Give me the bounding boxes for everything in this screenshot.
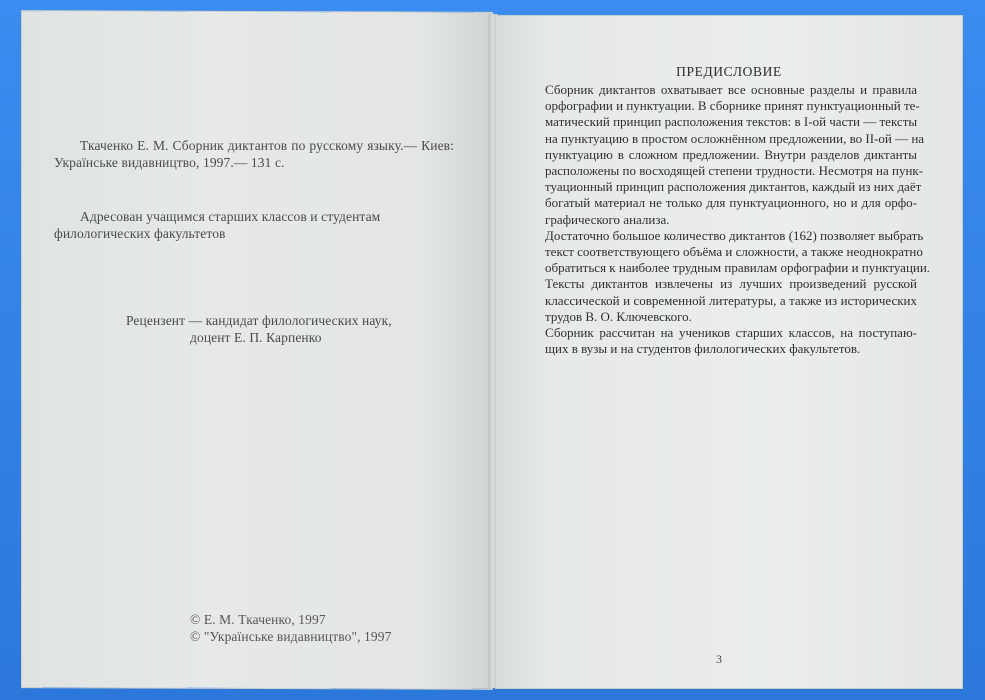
- preface-line: классической и современной литературы, а также из исторических: [545, 292, 917, 308]
- preface-line: текст соответствующего объёма и сложности, а также неоднократно: [545, 244, 923, 260]
- reviewer-line-2: доцент Е. П. Карпенко: [190, 330, 322, 345]
- preface-line: матический принцип расположения текстов: в I-ой части — тексты: [545, 114, 918, 130]
- copyright-line-1: © Е. М. Ткаченко, 1997: [190, 612, 326, 627]
- preface-body: [527, 82, 931, 357]
- bibliographic-text: Ткаченко Е. М. Сборник диктантов по русскому языку.— Киев: Українське видавництво, 1997.— 131 с.: [54, 138, 454, 170]
- page-number: 3: [716, 652, 722, 666]
- audience-note: [54, 208, 474, 242]
- preface-line: щих в вузы и на студентов филологических факультетов.: [545, 341, 861, 357]
- left-page: [22, 11, 492, 689]
- preface-line: пунктуацию в сложном предложении. Внутри разделов диктанты: [545, 146, 917, 162]
- preface-line: трудов В. О. Ключевского.: [545, 308, 692, 324]
- preface-line: орфографии и пунктуации. В сборнике принят пунктуационный те-: [545, 98, 920, 114]
- audience-text: Адресован учащимся старших классов и студентам филологических факультетов: [54, 209, 381, 241]
- preface-paragraph: [527, 325, 917, 357]
- preface-line: обратиться к наиболее трудным правилам орфографии и пунктуации.: [545, 260, 931, 276]
- reviewer-line-1: Рецензент — кандидат филологических наук,: [126, 313, 392, 328]
- preface-line: туационный принцип расположения диктантов, каждый из них даёт: [545, 179, 922, 195]
- preface-paragraph: [527, 276, 917, 325]
- reviewer-block: [126, 312, 446, 346]
- preface-line: графического анализа.: [545, 211, 670, 227]
- preface-line: Сборник рассчитан на учеников старших классов, на поступаю-: [545, 325, 917, 341]
- preface-line: Тексты диктантов извлечены из лучших произведений русской: [545, 276, 917, 292]
- bibliographic-record: [54, 137, 454, 171]
- preface-line: Сборник диктантов охватывает все основные разделы и правила: [545, 82, 917, 97]
- preface-paragraph: [527, 82, 925, 228]
- preface-line: Достаточно большое количество диктантов (162) позволяет выбрать: [545, 227, 924, 243]
- preface-line: на пунктуацию в простом осложнённом предложении, во II-ой — на: [545, 130, 925, 146]
- copyright-line-2: © "Українське видавництво", 1997: [190, 629, 392, 644]
- preface-heading: ПРЕДИСЛОВИЕ: [676, 64, 782, 79]
- preface-line: расположены по восходящей степени трудности. Несмотря на пунк-: [545, 163, 924, 179]
- copyright-block: [190, 611, 450, 645]
- preface-line: богатый материал не только для пунктуационного, но и для орфо-: [545, 195, 917, 211]
- preface-paragraph: [527, 227, 931, 277]
